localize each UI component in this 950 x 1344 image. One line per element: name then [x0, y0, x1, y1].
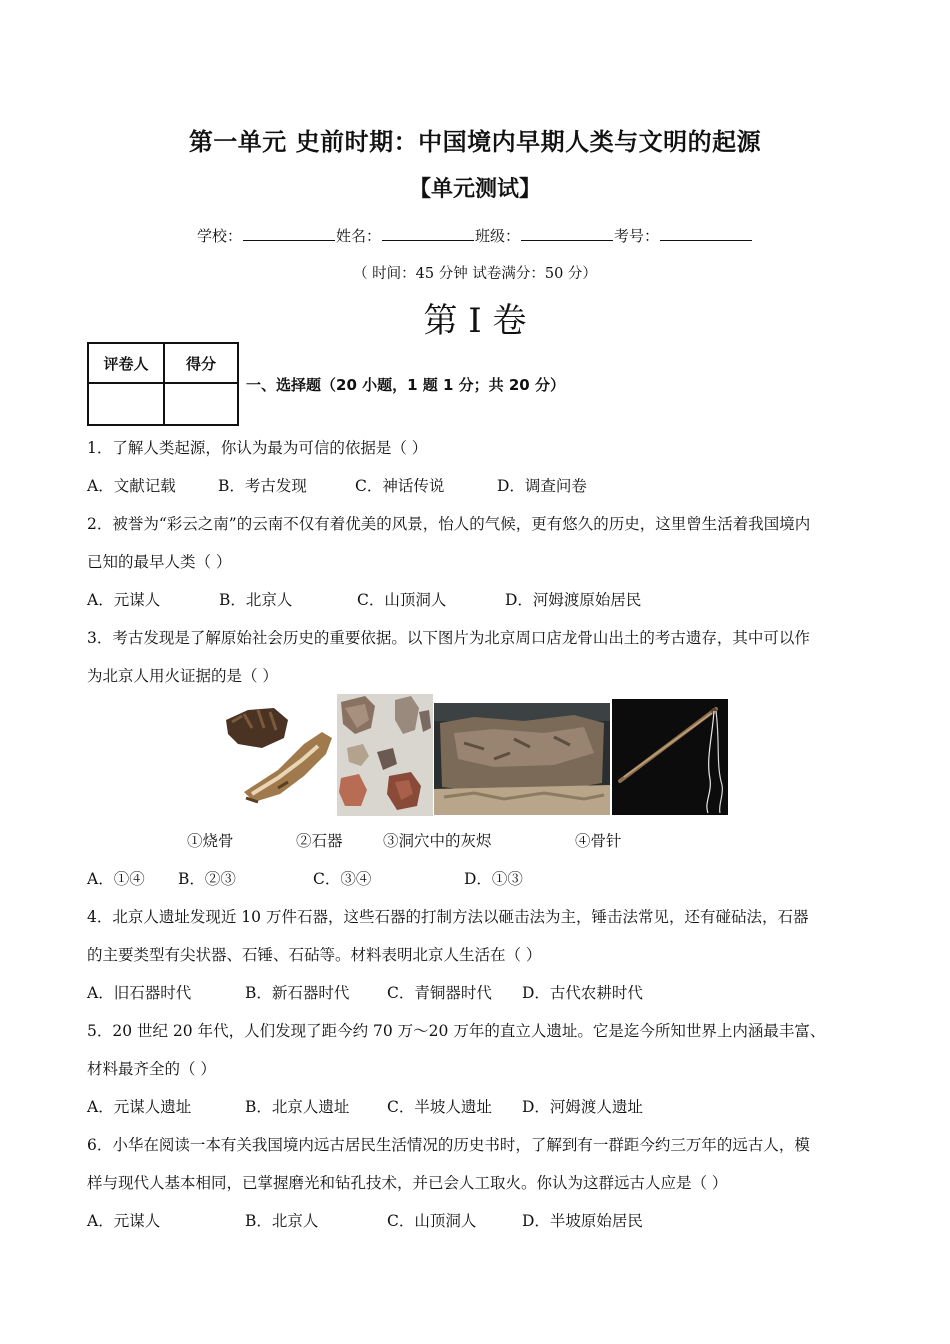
q4-option-c[interactable]: C．青铜器时代: [387, 984, 492, 1002]
exam-number-label: 考号：: [614, 227, 660, 245]
question-2-stem-line1: 2．被誉为“彩云之南”的云南不仅有着优美的风景，怡人的气候，更有悠久的历史，这里曾生活着我国境内: [87, 515, 811, 533]
q3-option-a[interactable]: A．①④: [87, 870, 145, 888]
unit-subtitle: 【单元测试】: [408, 177, 541, 202]
q5-option-d[interactable]: D．河姆渡人遗址: [522, 1098, 643, 1116]
q3-option-b[interactable]: B．②③: [178, 870, 236, 888]
q5-option-a[interactable]: A．元谋人遗址: [87, 1098, 192, 1116]
caption-stone-tools: ②石器: [296, 832, 343, 850]
grader-cell[interactable]: [88, 383, 164, 425]
q6-option-b[interactable]: B．北京人: [245, 1212, 319, 1230]
q2-option-c[interactable]: C．山顶洞人: [357, 591, 447, 609]
q5-option-b[interactable]: B．北京人遗址: [245, 1098, 350, 1116]
q3-option-c[interactable]: C．③④: [313, 870, 372, 888]
class-label: 班级：: [475, 227, 521, 245]
time-note: （ 时间：45 分钟 试卷满分：50 分）: [353, 266, 597, 282]
question-5-stem-line2: 材料最齐全的（ ）: [87, 1060, 216, 1078]
q5-option-c[interactable]: C．半坡人遗址: [387, 1098, 492, 1116]
cave-ash-image: [434, 703, 610, 815]
burnt-bone-image: [218, 698, 336, 816]
q4-option-d[interactable]: D．古代农耕时代: [522, 984, 643, 1002]
q6-option-a[interactable]: A．元谋人: [87, 1212, 161, 1230]
q2-option-a[interactable]: A．元谋人: [87, 591, 161, 609]
question-6-stem-line1: 6．小华在阅读一本有关我国境内远古居民生活情况的历史书时，了解到有一群距今约三万年的远古人，模: [87, 1136, 810, 1154]
question-4-stem-line1: 4．北京人遗址发现近 10 万件石器，这些石器的打制方法以砸击法为主，锤击法常见，还有碰砧法，石器: [87, 908, 809, 926]
volume-heading: 第 I 卷: [423, 301, 527, 341]
score-header: 得分: [164, 343, 238, 383]
q2-option-b[interactable]: B．北京人: [219, 591, 293, 609]
question-4-stem-line2: 的主要类型有尖状器、石锤、石砧等。材料表明北京人生活在（ ）: [87, 946, 542, 964]
q4-option-a[interactable]: A．旧石器时代: [87, 984, 192, 1002]
grader-header: 评卷人: [88, 343, 164, 383]
question-5-stem-line1: 5．20 世纪 20 年代，人们发现了距今约 70 万～20 万年的直立人遗址。它是迄今所知世界上内涵最丰富、: [87, 1022, 826, 1040]
score-cell[interactable]: [164, 383, 238, 425]
bone-needle-image: [612, 699, 728, 815]
q1-option-c[interactable]: C．神话传说: [355, 477, 445, 495]
q6-option-d[interactable]: D．半坡原始居民: [522, 1212, 643, 1230]
q4-option-b[interactable]: B．新石器时代: [245, 984, 350, 1002]
q1-option-a[interactable]: A．文献记载: [87, 477, 176, 495]
exam-number-blank[interactable]: [660, 226, 752, 241]
stone-tools-image: [337, 694, 433, 816]
q1-option-d[interactable]: D．调查问卷: [497, 477, 587, 495]
question-3-stem-line2: 为北京人用火证据的是（ ）: [87, 667, 278, 685]
student-info-line: [0, 225, 950, 246]
section-title: 一、选择题（20 小题，1 题 1 分；共 20 分）: [246, 376, 565, 394]
unit-title: 第一单元 史前时期：中国境内早期人类与文明的起源: [188, 128, 762, 156]
question-3-stem-line1: 3．考古发现是了解原始社会历史的重要依据。以下图片为北京周口店龙骨山出土的考古遗存，其中可以作: [87, 629, 810, 647]
school-blank[interactable]: [243, 226, 335, 241]
caption-bone-needle: ④骨针: [575, 832, 622, 850]
caption-burnt-bone: ①烧骨: [187, 832, 234, 850]
name-label: 姓名：: [335, 227, 381, 245]
q6-option-c[interactable]: C．山顶洞人: [387, 1212, 477, 1230]
question-2-stem-line2: 已知的最早人类（ ）: [87, 553, 232, 571]
question-6-stem-line2: 样与现代人基本相同，已掌握磨光和钻孔技术，并已会人工取火。你认为这群远古人应是（ ）: [87, 1174, 728, 1192]
q3-option-d[interactable]: D．①③: [464, 870, 523, 888]
question-1-stem: 1．了解人类起源，你认为最为可信的依据是（ ）: [87, 439, 428, 457]
name-blank[interactable]: [382, 226, 474, 241]
q2-option-d[interactable]: D．河姆渡原始居民: [505, 591, 642, 609]
school-label: 学校：: [196, 227, 242, 245]
q1-option-b[interactable]: B．考古发现: [218, 477, 307, 495]
score-table: [87, 342, 239, 426]
class-blank[interactable]: [521, 226, 613, 241]
caption-cave-ash: ③洞穴中的灰烬: [383, 832, 492, 850]
